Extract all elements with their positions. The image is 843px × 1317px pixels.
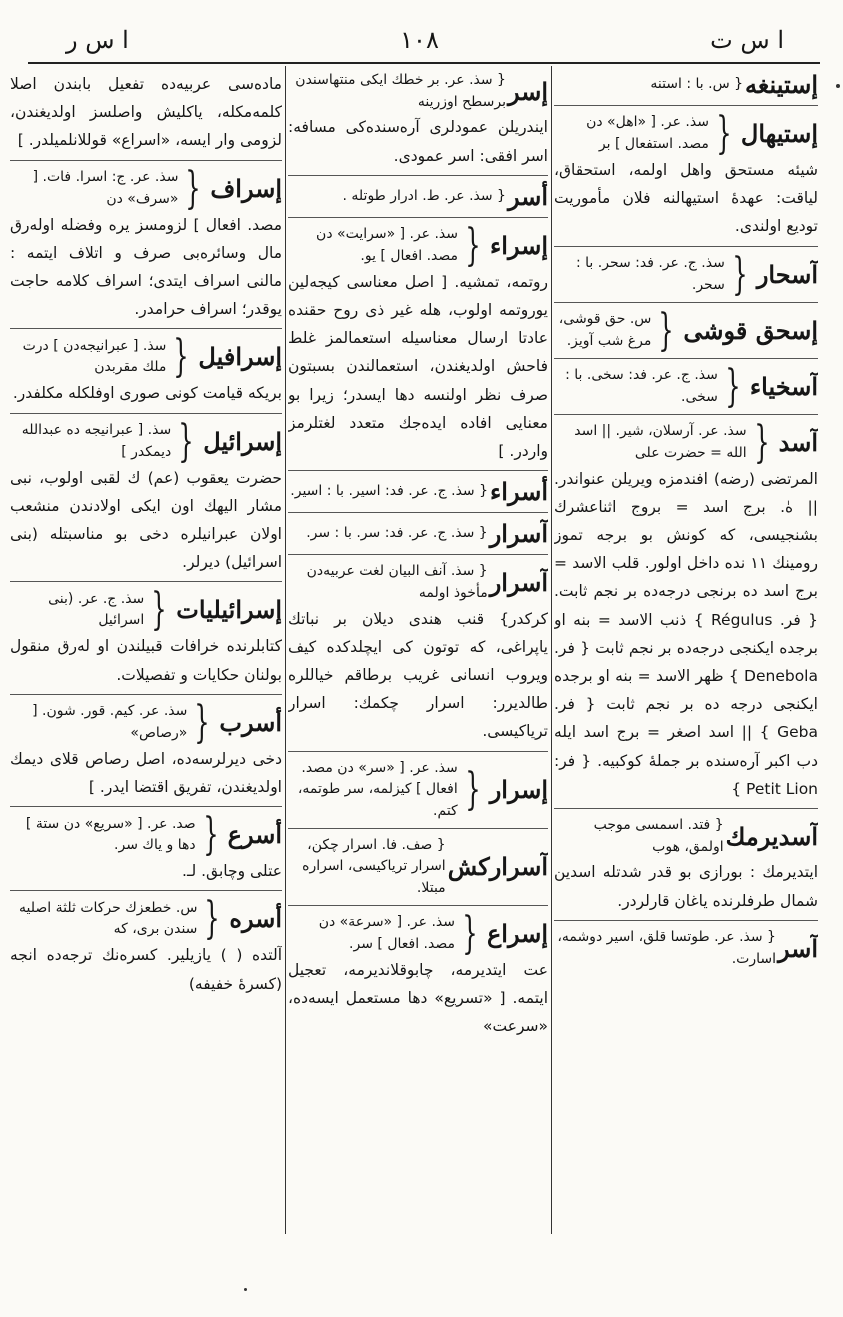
entry-headword: آسحار xyxy=(756,259,818,289)
entry-definition: عت ايتديرمه، چابوقلانديرمه، تعجيل ايتمه. [ «تسريع» دها مستعمل ايسه‌ده، «سرعت» xyxy=(288,960,548,1036)
brace-glyph: { xyxy=(732,248,748,300)
entry-headword: آسر xyxy=(777,933,818,963)
entry-headword: آسد xyxy=(778,427,818,457)
entry-headword: إسر xyxy=(507,76,548,106)
page-number: ١٠٨ xyxy=(400,26,439,54)
entry xyxy=(288,835,548,906)
entry-definition: ايتديرمك : بورازى بو قدر شدتله اسدين شمال طرفلرنده ياغان قارلردر. xyxy=(554,863,818,910)
entry xyxy=(288,907,548,1046)
brace-glyph: { xyxy=(658,304,675,356)
entry xyxy=(554,304,818,359)
entry-definition: روتمه، تمشيه. [ اصل معناسى كيجه‌لين يوروتمه اولوب، هله غير ذى روح حقنده عادتا ارسال معناسيله استعمالمز غلط فاحش اولديغندن، استعمالندن بسبتون صرف نظر اولنسه دها ايسدر؛ زيرا بو معنايى افاده ايده‌جك متعدد لغتلرمز واردر. ] xyxy=(288,272,548,460)
entry xyxy=(554,927,818,975)
entry-headword: أسرب xyxy=(219,707,282,737)
entry-grammar: سذ. ج. عر. (بنى اسرائيل xyxy=(48,590,145,629)
entry xyxy=(10,415,282,583)
entry-headword: آسخياء xyxy=(749,371,818,401)
entry-headword: آسديرمك xyxy=(725,821,818,851)
column-left xyxy=(10,70,282,1230)
entry-grammar: { سذ. عر. ط. ادرار طوتله . xyxy=(342,187,506,204)
entry-grammar: سذ. [ عبرانيجه ده عبدالله ديمكدر ] xyxy=(21,421,172,460)
entry-headword: إسراف xyxy=(210,173,282,203)
brace-glyph: { xyxy=(173,331,190,383)
entry-headword: إستيهال xyxy=(740,119,818,148)
entry xyxy=(554,815,818,921)
continued-definition: ماده‌سى عربيه‌ده تفعيل بابندن اصلا كلمه‌مكله، ياكليش واصلسز اولديغندن، لزومى وار ايسه، «اسراع» قوللانلميلدر. ] xyxy=(10,70,282,161)
entry xyxy=(10,809,282,891)
entry-grammar: { صف. فا. اسرار چكن، اسرار ترياكيسى، اسراره مبتلا. xyxy=(302,836,446,897)
entry xyxy=(288,758,548,829)
entry xyxy=(554,416,818,809)
scan-speck xyxy=(244,1288,247,1291)
column-divider-left xyxy=(285,66,286,1234)
entry-headword: إسرافيل xyxy=(198,342,282,372)
entry-grammar: سذ. ج. عر. فد: سخى. با : سخى. xyxy=(565,366,718,405)
entry-headword: إسرائيليات xyxy=(176,595,282,625)
entry-headword: آسرار xyxy=(489,519,548,549)
entry-grammar: { فتد. اسمسى موجب اولمق، هوب xyxy=(593,817,724,855)
brace-glyph: { xyxy=(194,696,211,748)
entry-grammar: سذ. عر. [ «اهل» دن مصد. استفعال ] بر xyxy=(586,114,709,152)
entry-grammar: { سذ. عر. بر خطك ايكى منتهاسندن برسطح اوزرينه xyxy=(295,72,506,110)
page-header xyxy=(36,22,814,58)
entry-definition: آلتده ( ) يازيلير. كسرەنك ترجه‌ده انجه (كسرهٔ خفيفه) xyxy=(10,946,282,993)
entry xyxy=(288,519,548,555)
brace-glyph: { xyxy=(465,764,481,816)
entry-grammar: { س. با : استنه xyxy=(650,76,744,93)
entry-grammar: سذ. ج. عر. فد: سحر. با : سحر. xyxy=(576,254,725,293)
entry-headword: إسراء xyxy=(490,230,548,260)
brace-glyph: { xyxy=(178,415,194,467)
brace-glyph: { xyxy=(204,893,221,945)
entry-headword: آسرار xyxy=(489,567,548,597)
entry xyxy=(288,477,548,513)
brace-glyph: { xyxy=(753,416,770,468)
entry xyxy=(10,584,282,694)
entry xyxy=(10,893,282,1002)
entry xyxy=(554,70,818,106)
margin-dot xyxy=(836,84,840,88)
entry xyxy=(288,182,548,218)
entry-headword: أسرع xyxy=(227,820,282,850)
entry-grammar: س. حق قوشى، مرغ شب آويز. xyxy=(558,310,652,349)
entry-grammar: سذ. عر. [ «سرعة» دن مصد. افعال ] سر. xyxy=(318,914,455,952)
brace-glyph: { xyxy=(462,907,478,959)
entry-headword: إسرائيل xyxy=(203,426,282,456)
brace-glyph: { xyxy=(202,809,219,861)
entry-grammar: { سذ. عر. طوتسا قلق، اسير دوشمه، اسارت. xyxy=(557,928,776,967)
entry-grammar: { سذ. آنف البيان لغت عربيه‌دن مأخوذ اولمه xyxy=(306,563,488,601)
entry-definition: ايندريلن عمودلرى آره‌سنده‌كى مسافه: اسر افقى: اسر عمودى. xyxy=(288,118,548,165)
entry-headword: إسراع xyxy=(486,918,548,948)
column-right xyxy=(554,70,818,1230)
entry-grammar: س. خطعزك حركات ثلثة اصليه سندن برى، كه xyxy=(19,899,198,938)
entry-definition: حضرت يعقوب (عم) ك لقبى اولوب، نبى مشار اليهك اون ايكى اولادندن منشعب اولان عبرانيلره دخى بو مناسبتله (بنى اسرائيل) ديرلر. xyxy=(10,468,282,572)
entry-definition: المرتضى (رضه) افندمزه ويريلن عنواندر. || هٰ. برج اسد = بروج اثناعشرك بشنجيسى، كه كونش بو برجه تموز رومينك ١١ نده داخل اولور. قلب الاسد = برج اسد ده برنجى درجه‌ده بر نجم ثابت. { فر. Régulus } ذنب الاسد = بنه او برجده ايكنجى درجه‌ده بر نجم ثابت { فر. Denebola } ظهر الاسد = بنه او برجده ايكنجى درجه ده بر نجم ثابت { فر. Geba } || اسد اصغر = برج اسد ايله دب اكبر آره‌سنده بر جملهٔ كوكبيه. { فر: Petit Lion } xyxy=(554,469,818,798)
entry-grammar: سذ. عر. كيم. قور. شون. [ «رصاص» xyxy=(32,703,188,741)
column-middle xyxy=(288,70,548,1230)
entry-grammar: سذ. عر. ج: اسرا. فات. [ «سرف» دن xyxy=(32,168,179,207)
entry xyxy=(288,70,548,176)
entry xyxy=(554,360,818,415)
entry-definition: مصد. افعال ] لزومسز يره وفضله اولەرق مال وسائرەبى صرف و اتلاف ايتمه : مالنى اسراف ايتدى؛ اسراف كلامه حاجت يوقدر؛ اسراف حرامدر. xyxy=(10,215,282,319)
entry-headword: أسر xyxy=(507,181,548,211)
entry xyxy=(10,331,282,413)
entry-grammar: { سذ. ج. عر. فد: سر. با : سر. xyxy=(306,525,488,542)
header-right-guide: ا س ت xyxy=(710,26,784,54)
entry xyxy=(288,219,548,471)
entry-headword: إستينغه xyxy=(745,70,818,99)
entry-headword: أسره xyxy=(229,904,282,934)
entry-definition: شيئه مستحق واهل اولمه، استحقاق، لياقت: عهدهٔ استيهالنه فلان مأموريت توديع اولندی. xyxy=(554,161,818,236)
brace-glyph: { xyxy=(716,108,732,159)
brace-glyph: { xyxy=(151,584,167,636)
entry-grammar: سذ. [ عبرانيجه‌دن ] درت ملك مقربدن xyxy=(22,337,167,376)
entry xyxy=(10,696,282,807)
entry-grammar: سذ. عر. آرسلان، شير. || اسد الله = حضرت على xyxy=(574,422,747,461)
entry-headword: آسراركش xyxy=(447,852,548,882)
entry-headword: إسحق قوشى xyxy=(683,315,818,345)
column-divider-right xyxy=(551,66,552,1234)
entry-grammar: سذ. عر. [ «سرايت» دن مصد. افعال ] يو. xyxy=(316,226,459,264)
header-left-guide: ا س ر xyxy=(66,26,129,54)
entry-definition: كتابلرنده خرافات قبيلندن او لەرق منقول بولنان حكايات و تفصيلات. xyxy=(10,637,282,684)
brace-glyph: { xyxy=(725,360,741,412)
entry-grammar: صد. عر. [ «سريع» دن ستة ] دها و ياك سر. xyxy=(25,815,196,854)
entry xyxy=(10,162,282,330)
entry-grammar: { سذ. ج. عر. فد: اسير. با : اسير. xyxy=(290,483,489,500)
entry-definition: دخى ديرلر‌سه‌ده، اصل رصاص قلاى ديمك اولديغندن، تفريق اقتضا ايدر. ] xyxy=(10,749,282,797)
brace-glyph: { xyxy=(465,219,481,271)
entry-definition: بريكه قيامت كونى صورى اوفلكله مكلفدر. xyxy=(12,384,282,403)
entry xyxy=(288,561,548,751)
entry-definition: كركدر} قنب هندى ديلان بر نباتك ياپراغى، كه توتون كى ايچلدكده كيف ويروب انسانى غريب برطاقم خياللره طالديرر: اسرار چكمك: اسرار ترياكيسى. xyxy=(288,609,548,741)
entry-grammar: سذ. عر. [ «سر» دن مصد. افعال ] كيزلمه، سر طوتمه، كتم. xyxy=(297,759,458,819)
entry xyxy=(554,248,818,303)
entry-headword: أسراء xyxy=(490,477,548,507)
entry-headword: إسرار xyxy=(489,775,548,805)
entry xyxy=(554,108,818,247)
brace-glyph: { xyxy=(185,162,202,214)
entry-definition: عتلى وچابق. لـ. xyxy=(182,862,282,881)
header-rule xyxy=(28,62,820,64)
